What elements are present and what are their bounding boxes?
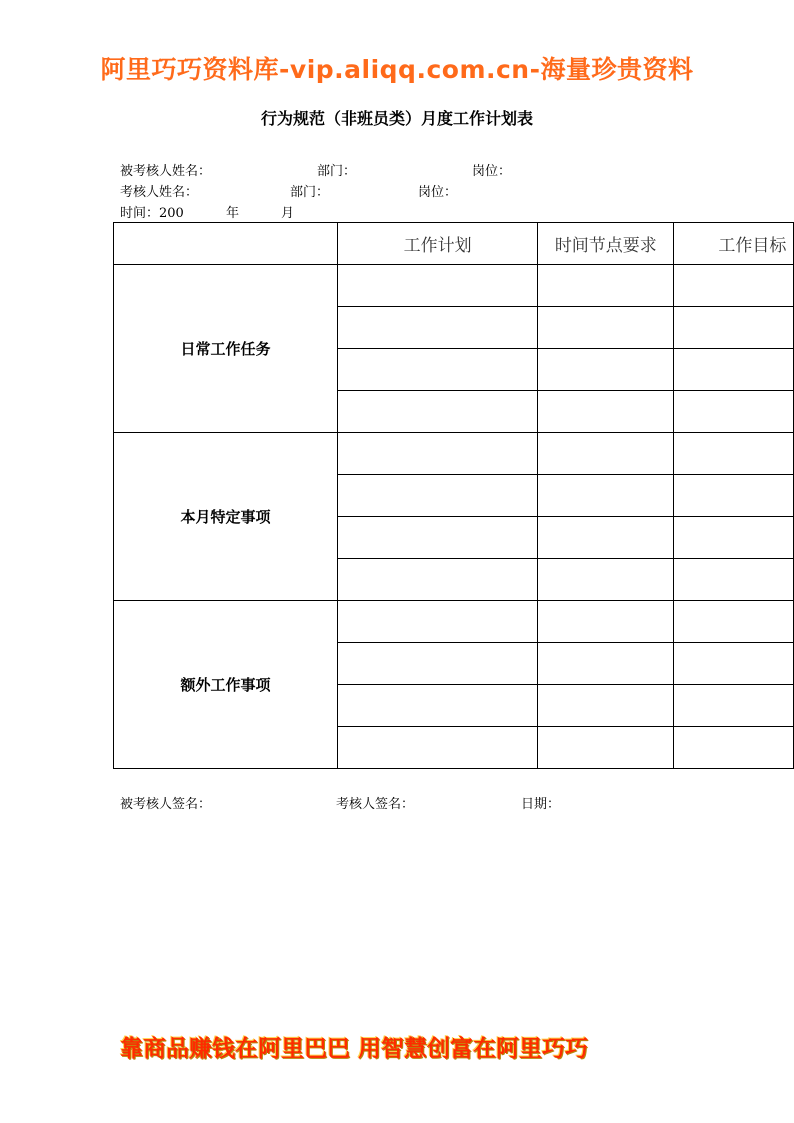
goal-cell[interactable] [674, 433, 794, 475]
time-cell[interactable] [538, 349, 674, 391]
category-monthly-specific: 本月特定事项 [114, 433, 338, 601]
time-cell[interactable] [538, 433, 674, 475]
year-label: 年 [226, 206, 240, 221]
header-work-goal: 工作目标 [674, 223, 794, 265]
category-daily-tasks: 日常工作任务 [114, 265, 338, 433]
time-cell[interactable] [538, 643, 674, 685]
plan-cell[interactable] [337, 475, 537, 517]
plan-cell[interactable] [337, 727, 537, 769]
month-label: 月 [281, 206, 295, 221]
header-work-plan: 工作计划 [337, 223, 537, 265]
goal-cell[interactable] [674, 307, 794, 349]
bottom-banner: 靠商品赚钱在阿里巴巴 用智慧创富在阿里巧巧 [120, 1036, 589, 1062]
page-title: 行为规范（非班员类）月度工作计划表 [260, 109, 533, 128]
plan-cell[interactable] [337, 391, 537, 433]
top-banner: 阿里巧巧资料库-vip.aliqq.com.cn-海量珍贵资料 [100, 55, 694, 84]
examinee-dept-label: 部门： [317, 164, 357, 179]
plan-cell[interactable] [337, 265, 537, 307]
examiner-signature-label: 考核人签名： [336, 797, 415, 812]
plan-cell[interactable] [337, 433, 537, 475]
plan-cell[interactable] [337, 601, 537, 643]
time-cell[interactable] [538, 391, 674, 433]
time-cell[interactable] [538, 265, 674, 307]
category-extra-work: 额外工作事项 [114, 601, 338, 769]
time-cell[interactable] [538, 559, 674, 601]
time-cell[interactable] [538, 727, 674, 769]
examinee-post-label: 岗位： [472, 164, 512, 179]
goal-cell[interactable] [674, 349, 794, 391]
date-label: 日期： [521, 797, 561, 812]
header-category [114, 223, 338, 265]
examinee-signature-label: 被考核人签名： [120, 797, 212, 812]
work-plan-table [113, 222, 794, 769]
time-label: 时间：200 [120, 206, 184, 221]
examinee-name-label: 被考核人姓名： [120, 164, 212, 179]
goal-cell[interactable] [674, 559, 794, 601]
plan-cell[interactable] [337, 349, 537, 391]
goal-cell[interactable] [674, 391, 794, 433]
time-cell[interactable] [538, 307, 674, 349]
goal-cell[interactable] [674, 475, 794, 517]
table-header-row [114, 223, 794, 265]
examiner-dept-label: 部门： [290, 185, 330, 200]
goal-cell[interactable] [674, 643, 794, 685]
examiner-post-label: 岗位： [418, 185, 458, 200]
time-cell[interactable] [538, 517, 674, 559]
goal-cell[interactable] [674, 265, 794, 307]
examiner-name-label: 考核人姓名： [120, 185, 199, 200]
table-row [114, 433, 794, 475]
plan-cell[interactable] [337, 559, 537, 601]
goal-cell[interactable] [674, 601, 794, 643]
time-cell[interactable] [538, 685, 674, 727]
goal-cell[interactable] [674, 685, 794, 727]
header-time-requirement: 时间节点要求 [538, 223, 674, 265]
time-cell[interactable] [538, 601, 674, 643]
plan-cell[interactable] [337, 685, 537, 727]
table-row [114, 601, 794, 643]
table-row [114, 265, 794, 307]
plan-cell[interactable] [337, 307, 537, 349]
plan-cell[interactable] [337, 517, 537, 559]
plan-cell[interactable] [337, 643, 537, 685]
goal-cell[interactable] [674, 517, 794, 559]
goal-cell[interactable] [674, 727, 794, 769]
time-cell[interactable] [538, 475, 674, 517]
